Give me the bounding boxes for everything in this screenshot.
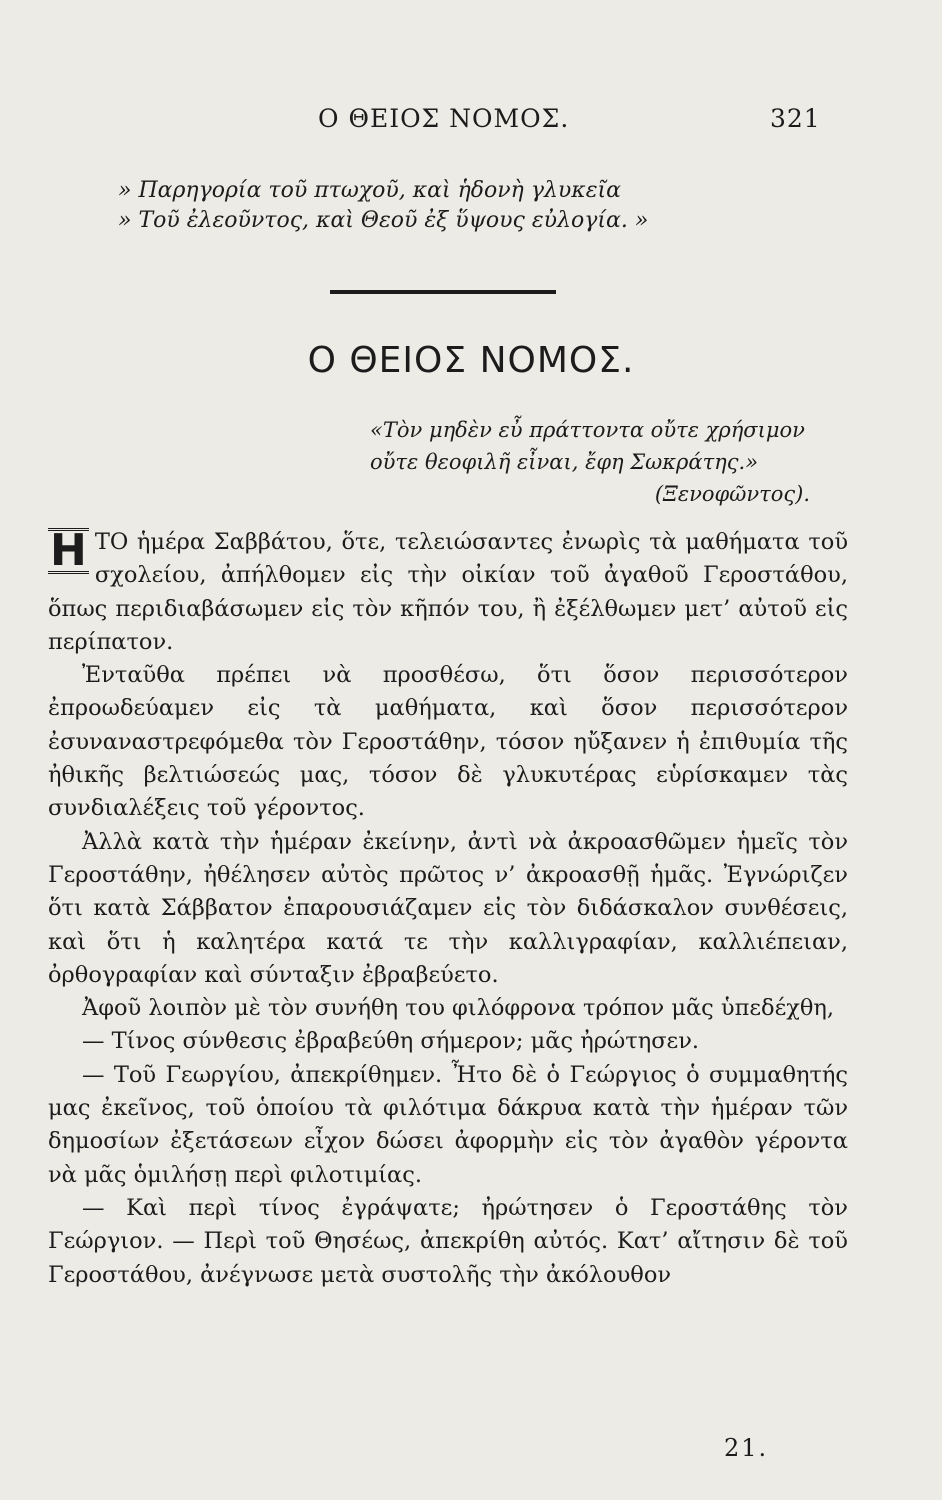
paragraph: Ἀφοῦ λοιπὸν μὲ τὸν συνήθη του φιλόφρονα τρόπον μᾶς ὑπεδέχθη,: [82, 995, 835, 1022]
paragraph: — Καὶ περὶ τίνος ἐγράψατε; ἠρώτησεν ὁ Γεροστάθης τὸν Γεώργιον. — Περὶ τοῦ Θησέως, ἀπεκρίθη αὐτός. Κατ’ αἴτησιν δὲ τοῦ Γεροστάθου, ἀνέγνωσε μετὰ συστολῆς τὴν ἀκόλουθον: [48, 1194, 848, 1288]
body-text: [48, 526, 848, 1292]
section-divider: [330, 290, 556, 294]
epigraph-line: «Τὸν μηδὲν εὖ πράττοντα οὔτε χρήσιμον: [370, 418, 805, 442]
paragraph-text: ΤΟ ἡμέρα Σαββάτου, ὅτε, τελειώσαντες ἐνωρὶς τὰ μαθήματα τοῦ σχολείου, ἀπήλθομεν εἰς τὴν οἰκίαν τοῦ ἀγαθοῦ Γεροστάθου, ὅπως περιδιαβάσωμεν εἰς τὸν κῆπόν του, ἢ ἐξέλθωμεν μετ’ αὐτοῦ εἰς περίπατον.: [48, 529, 848, 655]
paragraph: — Τίνος σύνθεσις ἐβραβεύθη σήμερον; μᾶς ἠρώτησεν.: [82, 1028, 700, 1055]
epigraph: [370, 414, 850, 510]
paragraph: — Τοῦ Γεωργίου, ἀπεκρίθημεν. Ἦτο δὲ ὁ Γεώργιος ὁ συμμαθητής μας ἐκεῖνος, τοῦ ὁποίου τὰ φιλότιμα δάκρυα κατὰ τὴν ἡμέραν τῶν δημοσίων ἐξετάσεων εἶχον δώσει ἀφορμὴν εἰς τὸν ἀγαθὸν γέροντα νὰ μᾶς ὁμιλήσῃ περὶ φιλοτιμίας.: [48, 1061, 848, 1188]
paragraph: Ἀλλὰ κατὰ τὴν ἡμέραν ἐκείνην, ἀντὶ νὰ ἀκροασθῶμεν ἡμεῖς τὸν Γεροστάθην, ἠθέλησεν αὐτὸς πρῶτος ν’ ἀκροασθῇ ἡμᾶς. Ἐγνώριζεν ὅτι κατὰ Σάββατον ἐπαρουσιάζαμεν εἰς τὸν διδάσκαλον συνθέσεις, καὶ ὅτι ἡ καλητέρα κατά τε τὴν καλλιγραφίαν, καλλιέπειαν, ὀρθογραφίαν καὶ σύνταξιν ἐβραβεύετο.: [48, 828, 848, 988]
epigraph-line: οὔτε θεοφιλῆ εἶναι, ἔφη Σωκράτης.»: [370, 450, 759, 474]
epigraph-source: (Ξενοφῶντος).: [654, 482, 810, 506]
paragraph: [48, 526, 848, 659]
running-head-title: Ο ΘΕΙΟΣ ΝΟΜΟΣ.: [318, 104, 570, 133]
verse-quote: [118, 176, 648, 236]
paragraph: Ἐνταῦθα πρέπει νὰ προσθέσω, ὅτι ὅσον περισσότερον ἐπροωδεύαμεν εἰς τὰ μαθήματα, καὶ ὅσον περισσότερον ἐσυναναστρεφόμεθα τὸν Γεροστάθην, τόσον ηὔξανεν ἡ ἐπιθυμία τῆς ἠθικῆς βελτιώσεώς μας, τόσον δὲ γλυκυτέρας εὑρίσκαμεν τὰς συνδιαλέξεις τοῦ γέροντος.: [48, 662, 848, 822]
verse-line: » Παρηγορία τοῦ πτωχοῦ, καὶ ἡδονὴ γλυκεῖα: [118, 178, 622, 203]
chapter-title: Ο ΘΕΙΟΣ ΝΟΜΟΣ.: [307, 340, 635, 381]
verse-line: » Τοῦ ἐλεοῦντος, καὶ Θεοῦ ἐξ ὕψους εὐλογία. »: [118, 208, 649, 233]
drop-cap: Η: [50, 525, 87, 576]
signature-mark: 21.: [724, 1434, 769, 1462]
page-number: 321: [770, 104, 821, 133]
